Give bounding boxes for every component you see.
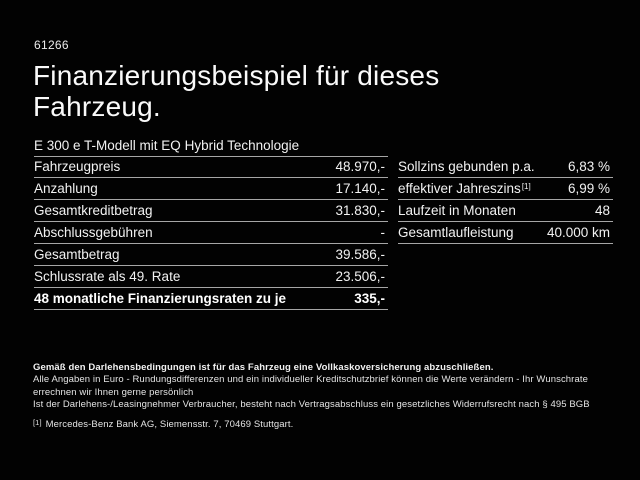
row-value: 6,99 % xyxy=(567,181,610,196)
row-label: Gesamtlaufleistung xyxy=(398,225,514,240)
row-label: Abschlussgebühren xyxy=(34,225,153,240)
row-label: Schlussrate als 49. Rate xyxy=(34,269,181,284)
table-row-laufzeit xyxy=(398,200,613,222)
footnote-marker: [1] xyxy=(33,418,42,428)
row-value: 17.140,- xyxy=(335,181,385,196)
footnote-text: Mercedes-Benz Bank AG, Siemensstr. 7, 70469 Stuttgart. xyxy=(45,419,294,431)
conditions-table xyxy=(398,156,613,244)
page-title-line2: Fahrzeug. xyxy=(33,91,161,122)
footnote-ref-icon: [1] xyxy=(521,182,531,191)
row-label-text: effektiver Jahreszins xyxy=(398,181,521,196)
row-value: 6,83 % xyxy=(567,159,610,174)
fineprint-section xyxy=(33,362,611,431)
offer-number: 61266 xyxy=(34,38,69,52)
table-row-gesamtkreditbetrag xyxy=(34,200,388,222)
row-label: Gesamtkreditbetrag xyxy=(34,203,153,218)
row-label: Fahrzeugpreis xyxy=(34,159,121,174)
row-value: 48.970,- xyxy=(335,159,385,174)
table-row-monatsrate xyxy=(34,288,388,310)
row-value: 31.830,- xyxy=(335,203,385,218)
row-value: 48 xyxy=(594,203,610,218)
table-row-anzahlung xyxy=(34,178,388,200)
table-row-schlussrate xyxy=(34,266,388,288)
page-title xyxy=(33,60,439,122)
row-label xyxy=(398,181,531,196)
table-row-abschlussgebuehren xyxy=(34,222,388,244)
fineprint-line2: Alle Angaben in Euro - Rundungsdifferenzen und ein individueller Kreditschutzbrief können die Werte verändern - Ihr Wunschrate errechnen wir Ihnen gerne persönlich xyxy=(33,374,588,398)
table-row-fahrzeugpreis xyxy=(34,156,388,178)
row-value: 23.506,- xyxy=(335,269,385,284)
row-label: 48 monatliche Finanzierungsraten zu je xyxy=(34,291,287,306)
row-label: Gesamtbetrag xyxy=(34,247,120,262)
page-title-line1: Finanzierungsbeispiel für dieses xyxy=(33,60,440,91)
vehicle-model-subtitle: E 300 e T-Modell mit EQ Hybrid Technologie xyxy=(34,134,388,157)
row-value: - xyxy=(380,225,385,240)
table-row-gesamtlaufleistung xyxy=(398,222,613,244)
row-value: 39.586,- xyxy=(335,247,385,262)
finance-table xyxy=(34,156,388,310)
table-row-gesamtbetrag xyxy=(34,244,388,266)
fineprint-footnote xyxy=(33,419,611,431)
table-row-effektiver-jahreszins xyxy=(398,178,613,200)
fineprint-insurance-note: Gemäß den Darlehensbedingungen ist für das Fahrzeug eine Vollkaskoversicherung abzuschließen. xyxy=(33,362,494,373)
fineprint-line3: Ist der Darlehens-/Leasingnehmer Verbraucher, besteht nach Vertragsabschluss ein gesetzliches Widerrufsrecht nach § 495 BGB xyxy=(33,398,590,410)
row-label: Laufzeit in Monaten xyxy=(398,203,516,218)
row-value: 335,- xyxy=(354,291,385,306)
row-label: Sollzins gebunden p.a. xyxy=(398,159,535,174)
table-row-sollzins xyxy=(398,156,613,178)
row-value: 40.000 km xyxy=(546,225,610,240)
row-label: Anzahlung xyxy=(34,181,98,196)
